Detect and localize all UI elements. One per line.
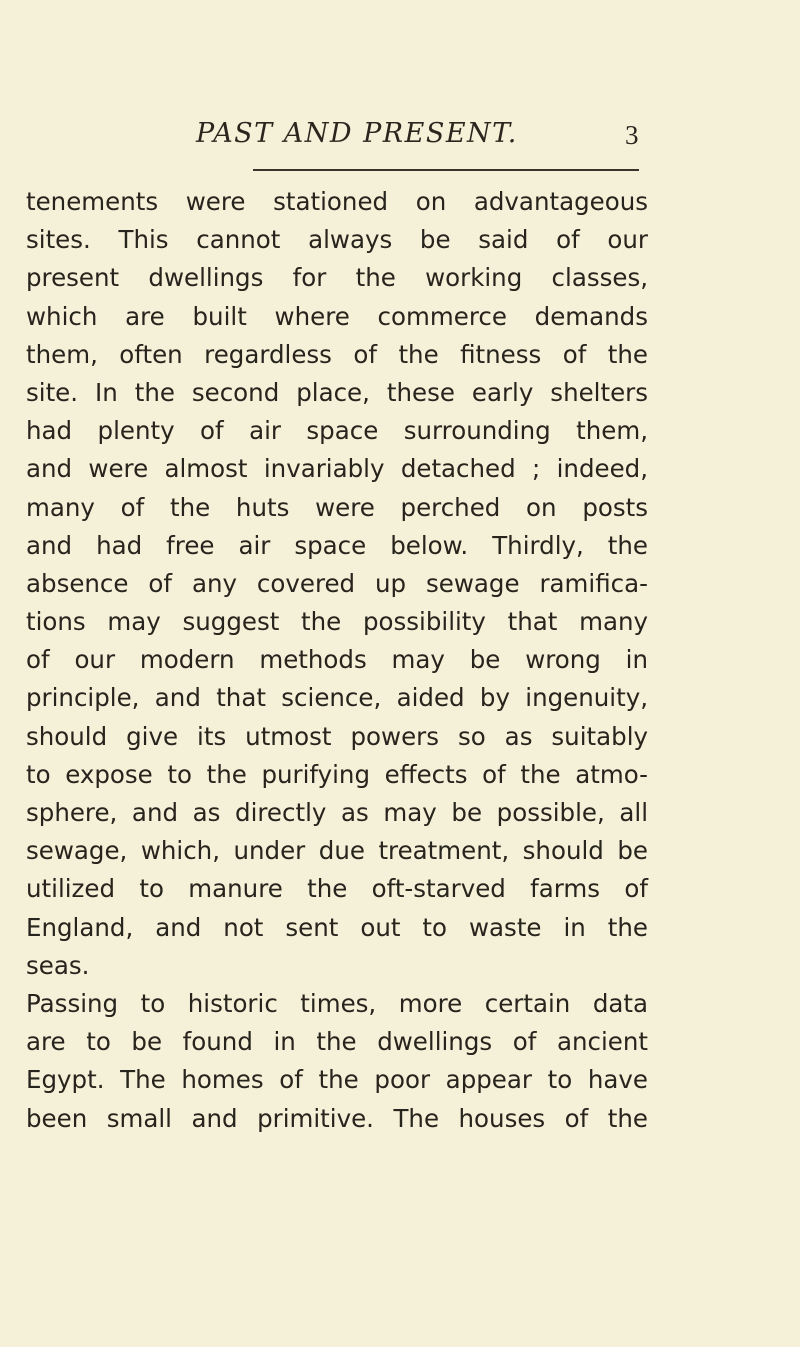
text-line: absence of any covered up sewage ramifica- [26, 568, 648, 598]
text-line: of our modern methods may be wrong in [26, 645, 648, 675]
text-line: had plenty of air space surrounding them, [26, 416, 648, 446]
text-line: them, often regardless of the fitness of the [26, 339, 648, 369]
text-line: tenements were stationed on advantageous [26, 187, 648, 216]
text-line: tions may suggest the possibility that many [26, 607, 648, 637]
text-line: been small and primitive. The houses of the [26, 1103, 648, 1133]
text-line: many of the huts were perched on posts [26, 492, 648, 522]
text-line: should give its utmost powers so as suitably [26, 721, 648, 751]
page-header [0, 118, 800, 162]
text-line: present dwellings for the working classes, [26, 263, 648, 293]
page-number: 3 [625, 120, 639, 150]
header-rule [253, 169, 639, 171]
text-line: principle, and that science, aided by ingenuity, [26, 683, 648, 713]
text-line: England, and not sent out to waste in the [26, 912, 648, 942]
running-title: PAST AND PRESENT. [196, 118, 518, 149]
text-line: utilized to manure the oft-starved farms of [26, 874, 648, 904]
text-line: site. In the second place, these early shelters [26, 377, 648, 407]
text-line: to expose to the purifying effects of the atmo- [26, 759, 648, 789]
body-text [26, 183, 648, 1138]
text-line: Egypt. The homes of the poor appear to have [26, 1065, 648, 1095]
text-line: and had free air space below. Thirdly, the [26, 530, 648, 560]
text-line: and were almost invariably detached ; indeed, [26, 454, 648, 484]
paragraph-first-line: Passing to historic times, more certain data [26, 988, 648, 1018]
text-line: seas. [26, 950, 90, 980]
text-line: sphere, and as directly as may be possible, all [26, 798, 648, 827]
text-line: which are built where commerce demands [26, 301, 648, 331]
text-line: sewage, which, under due treatment, should be [26, 836, 648, 866]
text-line: are to be found in the dwellings of ancient [26, 1027, 648, 1057]
text-line: sites. This cannot always be said of our [26, 225, 648, 255]
